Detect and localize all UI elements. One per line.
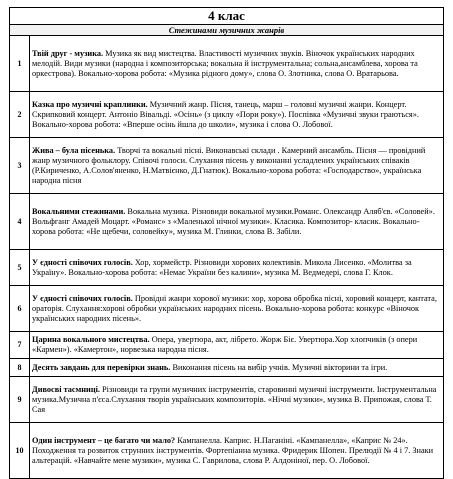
lesson-number: 3 <box>10 138 30 194</box>
section-subtitle: Стежинами музичних жанрів <box>10 24 444 35</box>
lesson-text: Музика як вид мистецтва. Властивості музичних звуків. Віночок українських народних мелодій. Види музики (народна і композиторська; вокальна й інструментальна; сольна,ансамблева, хорова та оркестрова). Вокально-хорова робота: «Музика рідного дому», слова О. Злотника, слова О. Вратарьова. <box>32 48 418 78</box>
table-row <box>10 286 444 332</box>
lesson-number: 5 <box>10 250 30 286</box>
table-row <box>10 423 444 479</box>
table-row <box>10 36 444 92</box>
lesson-number: 8 <box>10 359 30 377</box>
lesson-description <box>30 92 444 138</box>
lesson-title: Казка про музичні краплинки. <box>32 99 148 109</box>
lesson-description <box>30 250 444 286</box>
lesson-number: 7 <box>10 332 30 359</box>
lesson-title: У єдності співочих голосів. <box>32 257 133 267</box>
lesson-description <box>30 36 444 92</box>
table-row <box>10 250 444 286</box>
table-row <box>10 377 444 423</box>
lesson-text: Вокальна музика. Різновиди вокальної музики.Романс. Олександр Аляб'єв. «Соловей». Вольфганг Амадей Моцарт. «Романс» з «Маленької нічної музики». Класика. Композитор- класик. Вокально-хорова робота: «Не щебечи, соловейку», музика М. Глинки, слова В. Забіли. <box>32 206 435 236</box>
lesson-number: 2 <box>10 92 30 138</box>
curriculum-table <box>9 7 444 479</box>
table-row <box>10 194 444 250</box>
lesson-text: Провідні жанри хорової музики: хор, хорова обробка пісні, хоровий концерт, кантата, ораторія. Слухання:хорові обробки українських народних пісень. Вокально-хорова робота: конкурс «Віночок українських народних пісень». <box>32 293 437 323</box>
lesson-number: 10 <box>10 423 30 479</box>
lesson-description <box>30 423 444 479</box>
lesson-description <box>30 332 444 359</box>
lesson-title: Дивосві тасмниці. <box>32 384 100 394</box>
table-row <box>10 92 444 138</box>
lesson-text: Виконання пісень на вибір учнів. Музичні вікторини та ігри. <box>170 362 388 372</box>
lesson-text: Музичний жанр. Пісня, танець, марш – головні музичні жанри. Концерт. Скрипковий концерт. Антоніо Вівальді. «Осінь» (з циклу «Пори року»). Поспівка «Музичні звуки граються». Вокально-хорова робота: «Вперше осінь йшла до школи», музика і слова О. Лобової. <box>32 99 419 129</box>
lesson-description <box>30 377 444 423</box>
lesson-description <box>30 194 444 250</box>
table-row <box>10 138 444 194</box>
lesson-description <box>30 359 444 377</box>
section-subtitle-row <box>10 24 444 35</box>
table-row <box>10 359 444 377</box>
grade-title: 4 клас <box>10 8 444 25</box>
lesson-text: Кампанелла. Каприс. Н.Паганіні. «Кампанелла», «Каприс № 24». Походження та розвиток струнних інструментів. Фортепіанна музика. Фридерик Шопен. Прелюдії № 4 і 7. Знаки альтерацій. «Навчайте мене музики», музика С. Гаврилова, слова Р. Алдоніної, пер. О. Лобової. <box>32 435 434 465</box>
lesson-text: Хор, хормейстр. Різновиди хорових колективів. Микола Лисенко. «Молитва за Україну». Вокально-хорова робота: «Немає України без калини», музика М. Ведмедері, слова Г. Клок. <box>32 257 412 277</box>
lesson-title: Царина вокального мистецтва. <box>32 335 150 345</box>
lesson-title: Твій друг - музика. <box>32 48 104 58</box>
lesson-number: 4 <box>10 194 30 250</box>
lesson-description <box>30 286 444 332</box>
table-row <box>10 332 444 359</box>
lesson-number: 6 <box>10 286 30 332</box>
lesson-title: У єдності співочих голосів. <box>32 293 133 303</box>
lesson-description <box>30 138 444 194</box>
lesson-text: Різновиди та групи музичних інструментів, старовинні музичні інструменти. Інструментальна музика.Музична п'єса.Слухання творів українських композиторів. «Нічні музики», музика В. Припожая, слова Т. Сая <box>32 384 437 414</box>
lesson-number: 9 <box>10 377 30 423</box>
lesson-text: Опера, увертюра, акт, лібрето. Жорж Біє. Увертюра.Хор хлопчиків (з опери «Кармен»). «Камертон», норвезька народна пісня. <box>32 335 418 355</box>
lesson-title: Один інструмент – це багато чи мало? <box>32 435 176 445</box>
lesson-number: 1 <box>10 36 30 92</box>
lesson-title: Десять завдань для перевірки знань. <box>32 362 171 372</box>
grade-header-row <box>10 8 444 25</box>
lesson-title: Вокальними стежинами. <box>32 206 126 216</box>
lesson-title: Жива – була пісенька. <box>32 145 116 155</box>
lesson-text: Творчі та вокальні пісні. Виконавські склади . Камерний ансамбль. Пісня — провідний жанр музичного фольклору. Співочі голоси. Слухання пісень у виконанні усладлених українських співаків (Р.Кириченко, А.Солов'яненко, Н.Матвієнко, Д.Гнатюк). Вокально-хорова робота: «Господарство», українська народна пісня <box>32 145 426 185</box>
